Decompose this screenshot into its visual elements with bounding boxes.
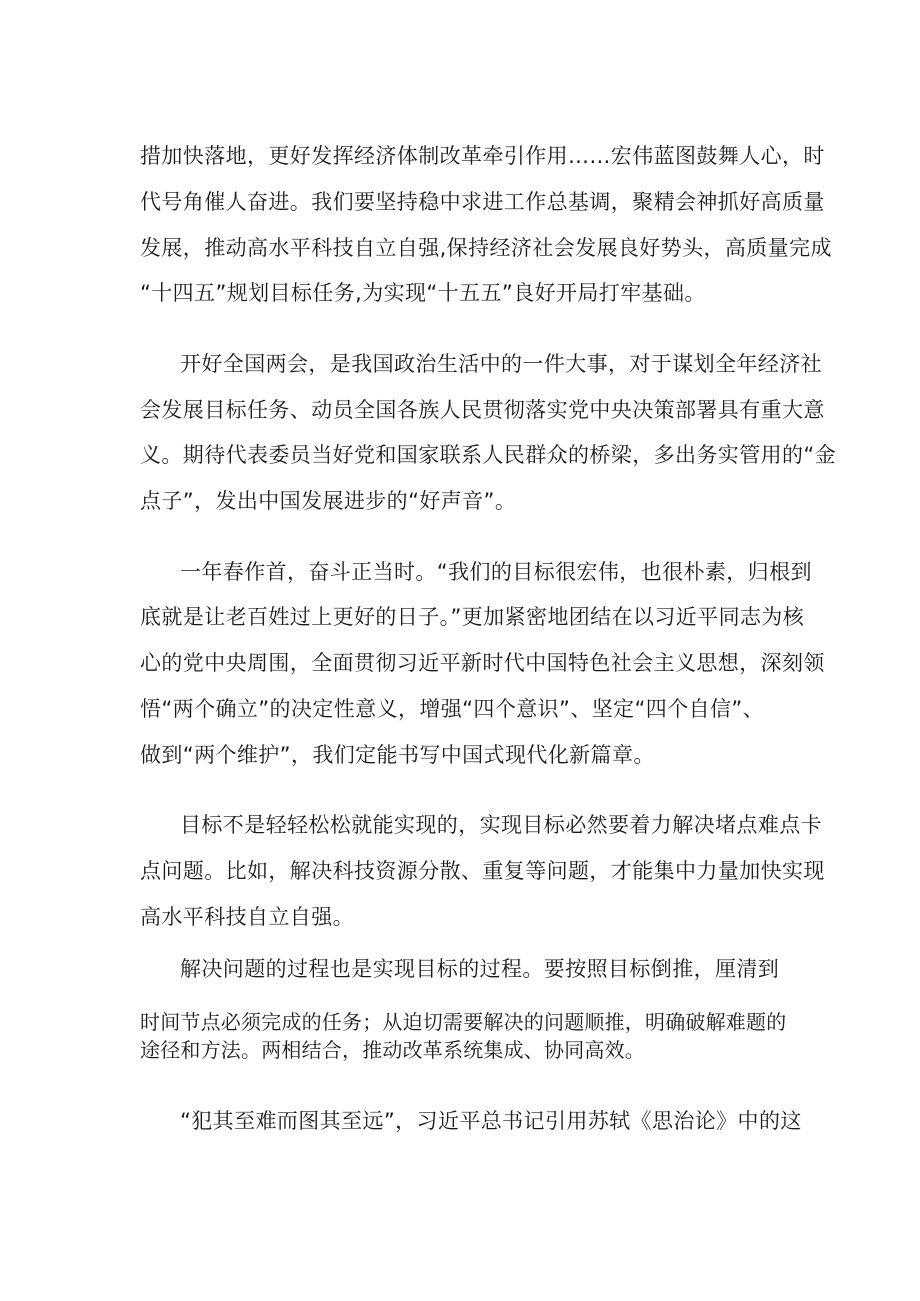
text-line: 措加快落地，更好发挥经济体制改革牵引作用……宏伟蓝图鼓舞人心，时: [140, 144, 825, 168]
text-line: 义。期待代表委员当好党和国家联系人民群众的桥梁，多出务实管用的“金: [140, 443, 837, 467]
text-line: 点问题。比如，解决科技资源分散、重复等问题，才能集中力量加快实现: [140, 859, 825, 883]
text-line: 目标不是轻轻松松就能实现的，实现目标必然要着力解决堵点难点卡: [180, 813, 822, 837]
text-line: 会发展目标任务、动员全国各族人民贯彻落实党中央决策部署具有重大意: [140, 398, 825, 422]
text-line: 途径和方法。两相结合，推动改革系统集成、协同高效。: [140, 1038, 645, 1062]
text-line: 心的党中央周围，全面贯彻习近平新时代中国特色社会主义思想，深刻领: [140, 651, 825, 675]
text-line: 发展，推动高水平科技自立自强,保持经济社会发展良好势头，高质量完成: [140, 236, 832, 260]
text-line: 悟“两个确立”的决定性意义，增强“四个意识”、坚定“四个自信”、: [140, 697, 765, 721]
text-line: 点子”，发出中国发展进步的“好声音”。: [140, 489, 517, 513]
text-line: 底就是让老百姓过上更好的日子。”更加紧密地团结在以习近平同志为核: [140, 605, 805, 629]
text-line: 做到“两个维护”，我们定能书写中国式现代化新篇章。: [140, 743, 655, 767]
text-line: 代号角催人奋进。我们要坚持稳中求进工作总基调，聚精会神抓好高质量: [140, 190, 825, 214]
text-line: 解决问题的过程也是实现目标的过程。要按照目标倒推，厘清到: [180, 957, 780, 981]
text-line: “犯其至难而图其至远”，习近平总书记引用苏轼《思治论》中的这: [180, 1109, 802, 1133]
text-line: 时间节点必须完成的任务；从迫切需要解决的问题顺推，明确破解难题的: [140, 1010, 787, 1034]
text-line: “十四五”规划目标任务,为实现“十五五”良好开局打牢基础。: [140, 281, 706, 305]
text-line: 开好全国两会，是我国政治生活中的一件大事，对于谋划全年经济社: [180, 352, 822, 376]
text-line: 一年春作首，奋斗正当时。“我们的目标很宏伟，也很朴素，归根到: [180, 560, 812, 584]
text-line: 高水平科技自立自强。: [140, 905, 354, 929]
